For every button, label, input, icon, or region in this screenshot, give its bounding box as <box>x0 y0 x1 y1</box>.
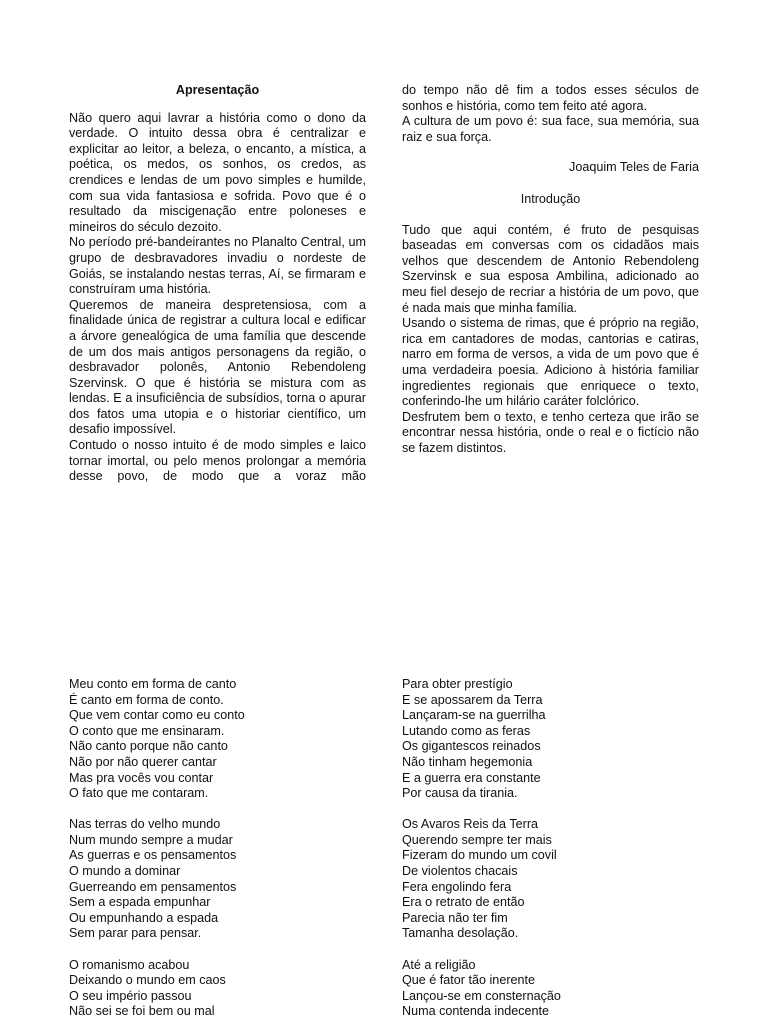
apresentacao-paragraph: No período pré-bandeirantes no Planalto Central, um grupo de desbravadores invadiu o nordeste de Goiás, se instalando nestas terras, Aí, se firmaram e construíram uma história. <box>69 235 366 297</box>
poem-verse: Até a religião <box>402 957 476 972</box>
poem-stanza <box>402 958 699 1020</box>
poem-verse: Mas pra vocês vou contar <box>69 770 214 785</box>
poem-verse: O fato que me contaram. <box>69 786 209 801</box>
poem-verse: Meu conto em forma de canto <box>69 677 237 691</box>
introducao-paragraph: Usando o sistema de rimas, que é próprio na região, rica em cantadores de modas, cantorias e catiras, narro em forma de versos, a vida de um povo que é uma verdadeira poesia. Adiciono à história familiar ingredientes regionais que enriquece o texto, conferindo-lhe um hilário caráter folclórico. <box>402 316 699 409</box>
poem-verse: Não canto porque não canto <box>69 739 228 754</box>
poem-verse: Deixando o mundo em caos <box>69 973 226 988</box>
poem-verse: Que vem contar como eu conto <box>69 708 245 723</box>
poem-stanza <box>69 958 366 1020</box>
poem-verse: Nas terras do velho mundo <box>69 817 221 832</box>
poem-verse: O romanismo acabou <box>69 957 190 972</box>
poem-verse: Ou empunhando a espada <box>69 910 219 925</box>
poem-verse: Não sei se foi bem ou mal <box>69 1004 215 1019</box>
poem-right-column <box>402 677 699 1035</box>
introducao-section <box>402 83 699 456</box>
apresentacao-paragraph: Não quero aqui lavrar a história como o dono da verdade. O intuito dessa obra é centralizar e explicitar ao leitor, a beleza, o encanto, a mística, a poética, os medos, os sonhos, os credos, as crendices e lendas de um povo simples e humilde, com sua vida fantasiosa e sofrida. Povo que é o resultado da miscigenação entre poloneses e mineiros do século dezoito. <box>69 110 366 234</box>
apresentacao-paragraph-continued: Contudo o nosso intuito é de modo simples e laico tornar imortal, ou pelo menos prolongar a memória desse povo, de modo que a voraz mão <box>69 438 366 484</box>
poem-stanza <box>402 817 699 942</box>
introducao-paragraph: Desfrutem bem o texto, e tenho certeza que irão se encontrar nessa história, onde o real e o fictício não se fazem distintos. <box>402 409 699 455</box>
poem-verse: E se apossarem da Terra <box>402 692 543 707</box>
apresentacao-paragraph-tail: do tempo não dê fim a todos esses séculos de sonhos e história, como tem feito até agora. <box>402 83 699 113</box>
poem-stanza <box>69 677 366 802</box>
apresentacao-section <box>69 83 366 485</box>
poem-stanza <box>69 817 366 942</box>
poem-stanza <box>402 677 699 802</box>
poem-verse: É canto em forma de conto. <box>69 692 224 707</box>
apresentacao-title: Apresentação <box>175 83 260 97</box>
author-signature: Joaquim Teles de Faria <box>569 160 699 175</box>
poem-verse: Os gigantescos reinados <box>402 739 541 754</box>
poem-verse: Tamanha desolação. <box>402 926 519 941</box>
apresentacao-paragraph: Queremos de maneira despretensiosa, com a finalidade única de registrar a cultura local e edificar a árvore genealógica de uma família que descende de um dos mais antigos personagens da região, o desbravador polonês, Antonio Rebendoleng Szervinsk. O que é história se mistura com as lendas. E a insuficiência de subsídios, torna o apurar dos fatos uma utopia e o historiar científico, um desafio impossível. <box>69 297 366 437</box>
poem-verse: Lançou-se em consternação <box>402 988 561 1003</box>
poem-verse: As guerras e os pensamentos <box>69 848 237 863</box>
poem-verse: Num mundo sempre a mudar <box>69 832 233 847</box>
poem-verse: Lançaram-se na guerrilha <box>402 708 546 723</box>
poem-verse: Parecia não ter fim <box>402 910 508 925</box>
poem-verse: Lutando como as feras <box>402 723 531 738</box>
poem-verse: Sem a espada empunhar <box>69 895 211 910</box>
poem-verse: Por causa da tirania. <box>402 786 518 801</box>
apresentacao-paragraph: A cultura de um povo é: sua face, sua memória, sua raiz e sua força. <box>402 114 699 144</box>
poem-verse: Era o retrato de então <box>402 895 525 910</box>
poem-verse: Não tinham hegemonia <box>402 754 533 769</box>
poem-verse: Que é fator tão inerente <box>402 973 536 988</box>
poem-verse: Numa contenda indecente <box>402 1004 550 1019</box>
poem-verse: Querendo sempre ter mais <box>402 832 552 847</box>
poem-verse: De violentos chacais <box>402 864 518 879</box>
poem-verse: Fera engolindo fera <box>402 879 512 894</box>
poem-verse: O mundo a dominar <box>69 864 181 879</box>
poem-verse: Sem parar para pensar. <box>69 926 202 941</box>
poem-verse: Para obter prestígio <box>402 677 513 691</box>
poem-verse: Os Avaros Reis da Terra <box>402 817 539 832</box>
poem-verse: O seu império passou <box>69 988 192 1003</box>
introducao-title: Introdução <box>520 191 581 206</box>
poem-verse: Fizeram do mundo um covil <box>402 848 557 863</box>
introducao-paragraph: Tudo que aqui contém, é fruto de pesquisas baseadas em conversas com os cidadãos mais velhos que descendem de Antonio Rebendoleng Szervinsk e sua esposa Ambilina, adicionado ao meu fiel desejo de recriar a história de um povo, que é nada mais que minha família. <box>402 222 699 315</box>
poem-verse: Guerreando em pensamentos <box>69 879 237 894</box>
poem-verse: Não por não querer cantar <box>69 754 217 769</box>
poem-verse: E a guerra era constante <box>402 770 541 785</box>
poem-left-column <box>69 677 366 1035</box>
poem-verse: O conto que me ensinaram. <box>69 723 225 738</box>
